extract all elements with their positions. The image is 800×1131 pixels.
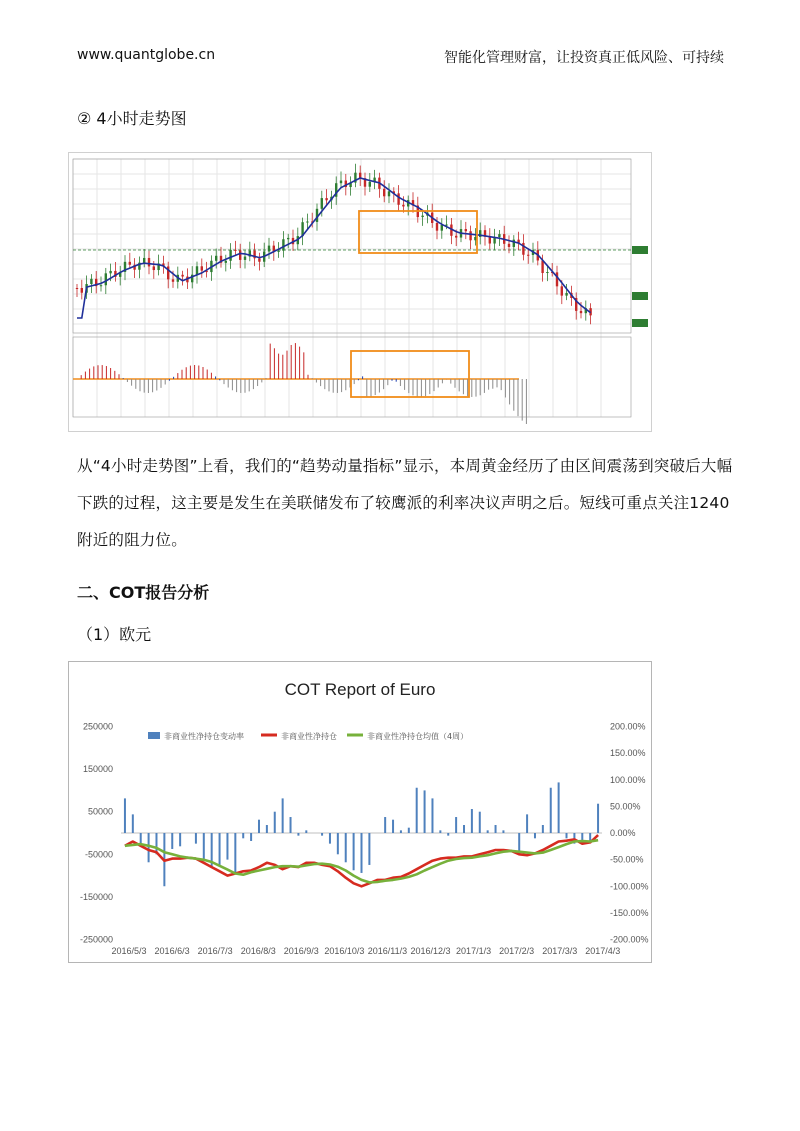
- right-tick-label: -100.00%: [610, 881, 649, 892]
- bar: [282, 798, 284, 833]
- bar: [250, 833, 252, 841]
- x-tick-label: 2017/1/3: [456, 946, 492, 956]
- candle-body: [369, 182, 371, 187]
- bar: [471, 809, 473, 833]
- candle-body: [229, 250, 231, 261]
- x-tick-label: 2017/2/3: [499, 946, 535, 956]
- right-tick-label: -150.00%: [610, 907, 649, 918]
- candle-body: [421, 216, 423, 217]
- price-tag: [632, 319, 648, 327]
- candle-body: [325, 198, 327, 200]
- candle-body: [148, 258, 150, 266]
- x-tick-label: 2017/3/3: [542, 946, 578, 956]
- header-url: www.quantglobe.cn: [77, 47, 216, 63]
- right-tick-label: 150.00%: [610, 748, 646, 759]
- candle-body: [239, 250, 241, 260]
- x-tick-label: 2017/4/3: [585, 946, 621, 956]
- bar: [384, 817, 386, 833]
- bar: [290, 817, 292, 833]
- candle-body: [81, 288, 83, 293]
- candle-body: [565, 293, 567, 296]
- bar: [447, 833, 449, 836]
- candle-body: [402, 205, 404, 207]
- candle-body: [153, 266, 155, 270]
- bar: [124, 798, 126, 833]
- candle-body: [489, 237, 491, 244]
- candle-body: [508, 244, 510, 247]
- bar: [179, 833, 181, 846]
- bar: [132, 814, 134, 833]
- bar: [502, 830, 504, 833]
- candle-body: [109, 271, 111, 273]
- x-tick-label: 2016/11/3: [367, 946, 408, 956]
- bar: [424, 790, 426, 833]
- candle-body: [287, 238, 289, 239]
- candle-body: [143, 258, 145, 263]
- candle-body: [100, 285, 102, 286]
- bar: [219, 833, 221, 865]
- candle-body: [172, 279, 174, 281]
- candle-body: [445, 225, 447, 226]
- candle-body: [129, 262, 131, 265]
- left-tick-label: -50000: [84, 849, 113, 860]
- bar: [368, 833, 370, 865]
- euro-heading: （1）欧元: [77, 625, 152, 644]
- candle-body: [90, 279, 92, 284]
- candle-body: [258, 258, 260, 261]
- indicator-range-box: [351, 351, 469, 397]
- candle-body: [455, 236, 457, 238]
- bar: [526, 814, 528, 833]
- candle-body: [306, 222, 308, 223]
- candle-body: [556, 272, 558, 286]
- left-tick-label: 250000: [82, 721, 113, 732]
- candle-body: [196, 266, 198, 274]
- bar: [542, 825, 544, 833]
- bar: [392, 820, 394, 833]
- bar: [361, 833, 363, 873]
- candle-body: [513, 240, 515, 247]
- bar: [242, 833, 244, 838]
- bar: [534, 833, 536, 838]
- indicator-panel-frame: [73, 337, 631, 417]
- candle-body: [469, 231, 471, 240]
- left-tick-label: 50000: [87, 806, 113, 817]
- x-tick-label: 2016/12/3: [410, 946, 451, 956]
- candle-body: [498, 234, 500, 237]
- candle-body: [234, 250, 236, 251]
- cot-chart-svg: [69, 662, 651, 962]
- bar: [479, 812, 481, 833]
- bar: [353, 833, 355, 870]
- candle-body: [181, 275, 183, 277]
- candle-body: [225, 261, 227, 263]
- bar: [455, 817, 457, 833]
- legend-label: 非商业性净持仓: [281, 732, 337, 741]
- bar: [266, 825, 268, 833]
- left-tick-label: 150000: [82, 764, 113, 775]
- candle-body: [321, 198, 323, 209]
- bar: [258, 820, 260, 833]
- x-tick-label: 2016/9/3: [283, 946, 319, 956]
- bar: [226, 833, 228, 860]
- bar: [274, 812, 276, 833]
- candle-body: [388, 191, 390, 196]
- candle-body: [436, 223, 438, 231]
- bar: [487, 830, 489, 833]
- candle-body: [580, 311, 582, 313]
- bar: [558, 782, 560, 833]
- left-tick-label: -250000: [79, 934, 113, 945]
- right-tick-label: -50.00%: [610, 854, 644, 865]
- candle-body: [201, 266, 203, 270]
- bar: [148, 833, 150, 862]
- header-slogan: 智能化管理财富，让投资真正低风险、可持续: [444, 50, 724, 66]
- bar: [297, 833, 299, 836]
- x-tick-label: 2016/10/3: [324, 946, 365, 956]
- candle-body: [244, 257, 246, 260]
- candle-body: [561, 286, 563, 295]
- legend-label: 非商业性净持仓均值（4周）: [367, 732, 469, 741]
- left-tick-label: -150000: [79, 891, 113, 902]
- bar: [589, 833, 591, 841]
- candle-body: [541, 260, 543, 273]
- x-tick-label: 2016/7/3: [197, 946, 233, 956]
- x-tick-label: 2016/8/3: [240, 946, 276, 956]
- candle-body: [76, 288, 78, 289]
- section-title: ② 4小时走势图: [77, 109, 187, 128]
- right-tick-label: 0.00%: [610, 828, 636, 838]
- bar: [431, 798, 433, 833]
- bar: [195, 833, 197, 844]
- x-tick-label: 2016/6/3: [154, 946, 190, 956]
- right-tick-label: 100.00%: [610, 774, 646, 785]
- bar: [400, 830, 402, 833]
- cot-euro-chart: [68, 661, 652, 963]
- bar: [203, 833, 205, 860]
- right-tick-label: 50.00%: [610, 801, 641, 812]
- bar: [566, 833, 568, 838]
- bar: [140, 833, 142, 844]
- candle-body: [340, 181, 342, 184]
- candle-body: [527, 255, 529, 256]
- candle-body: [397, 193, 399, 204]
- candle-body: [546, 272, 548, 273]
- bar: [439, 830, 441, 833]
- candle-body: [282, 239, 284, 250]
- bar: [305, 830, 307, 833]
- analysis-paragraph: 从“4小时走势图”上看，我们的“趋势动量指标”显示，本周黄金经历了由区间震荡到突破后大幅下跌的过程，这主要是发生在美联储发布了较鹰派的利率决议声明之后。短线可重点关注1240附近的阻力位。: [77, 457, 733, 549]
- right-tick-label: -200.00%: [610, 934, 649, 945]
- candle-body: [441, 225, 443, 231]
- bar: [329, 833, 331, 844]
- stock-chart-svg: [69, 153, 651, 431]
- legend-swatch: [148, 732, 160, 739]
- bar: [495, 825, 497, 833]
- legend-label: 非商业性净持仓变动率: [164, 732, 244, 741]
- bar: [345, 833, 347, 862]
- bar: [463, 825, 465, 833]
- bar: [408, 828, 410, 833]
- bar: [337, 833, 339, 854]
- x-tick-label: 2016/5/3: [111, 946, 147, 956]
- bar: [234, 833, 236, 873]
- chart-title: COT Report of Euro: [284, 680, 436, 699]
- bar: [321, 833, 323, 836]
- candle-body: [268, 246, 270, 252]
- bar: [171, 833, 173, 849]
- gold-4h-chart: [68, 152, 652, 432]
- price-panel-frame: [73, 159, 631, 333]
- bar: [597, 804, 599, 833]
- right-tick-label: 200.00%: [610, 721, 646, 732]
- candle-body: [277, 251, 279, 252]
- candle-body: [215, 256, 217, 261]
- bar: [550, 788, 552, 833]
- candle-body: [383, 189, 385, 196]
- price-tag: [632, 292, 648, 300]
- cot-heading: 二、COT报告分析: [77, 583, 210, 602]
- price-tag: [632, 246, 648, 254]
- bar: [416, 788, 418, 833]
- candle-body: [105, 273, 107, 285]
- candle-body: [465, 229, 467, 231]
